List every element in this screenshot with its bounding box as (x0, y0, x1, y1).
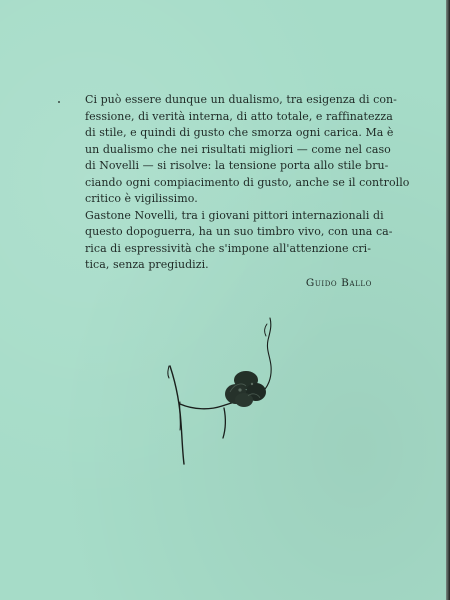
text-line: di Novelli — si risolve: la tensione porta allo stile bru- (85, 159, 389, 172)
paragraph-1 (85, 92, 410, 208)
text-line: di stile, e quindi di gusto che smorza ogni carica. Ma è (85, 126, 394, 139)
text-line: Gastone Novelli, tra i giovani pittori internazionali di (85, 208, 384, 222)
paragraph-2 (85, 208, 393, 274)
page-edge-shadow (446, 0, 450, 600)
author-signature: Guido Ballo (305, 277, 372, 289)
text-line: questo dopoguerra, ha un suo timbro vivo, con una ca- (85, 225, 393, 238)
essay-text (85, 92, 410, 274)
ink-speck (58, 101, 60, 103)
text-line: Ci può essere dunque un dualismo, tra esigenza di con- (85, 93, 397, 106)
text-line: critico è vigilissimo. (85, 192, 198, 205)
text-line: fessione, di verità interna, di atto totale, e raffinatezza (85, 109, 393, 123)
text-line: rica di espressività che s'impone all'attenzione cri- (85, 241, 371, 255)
text-line: ciando ogni compiacimento di gusto, anche se il controllo (85, 175, 410, 189)
text-line: un dualismo che nei risultati migliori — come nel caso (85, 142, 391, 156)
ink-drawing-icon (160, 312, 290, 472)
text-line: tica, senza pregiudizi. (85, 258, 209, 271)
